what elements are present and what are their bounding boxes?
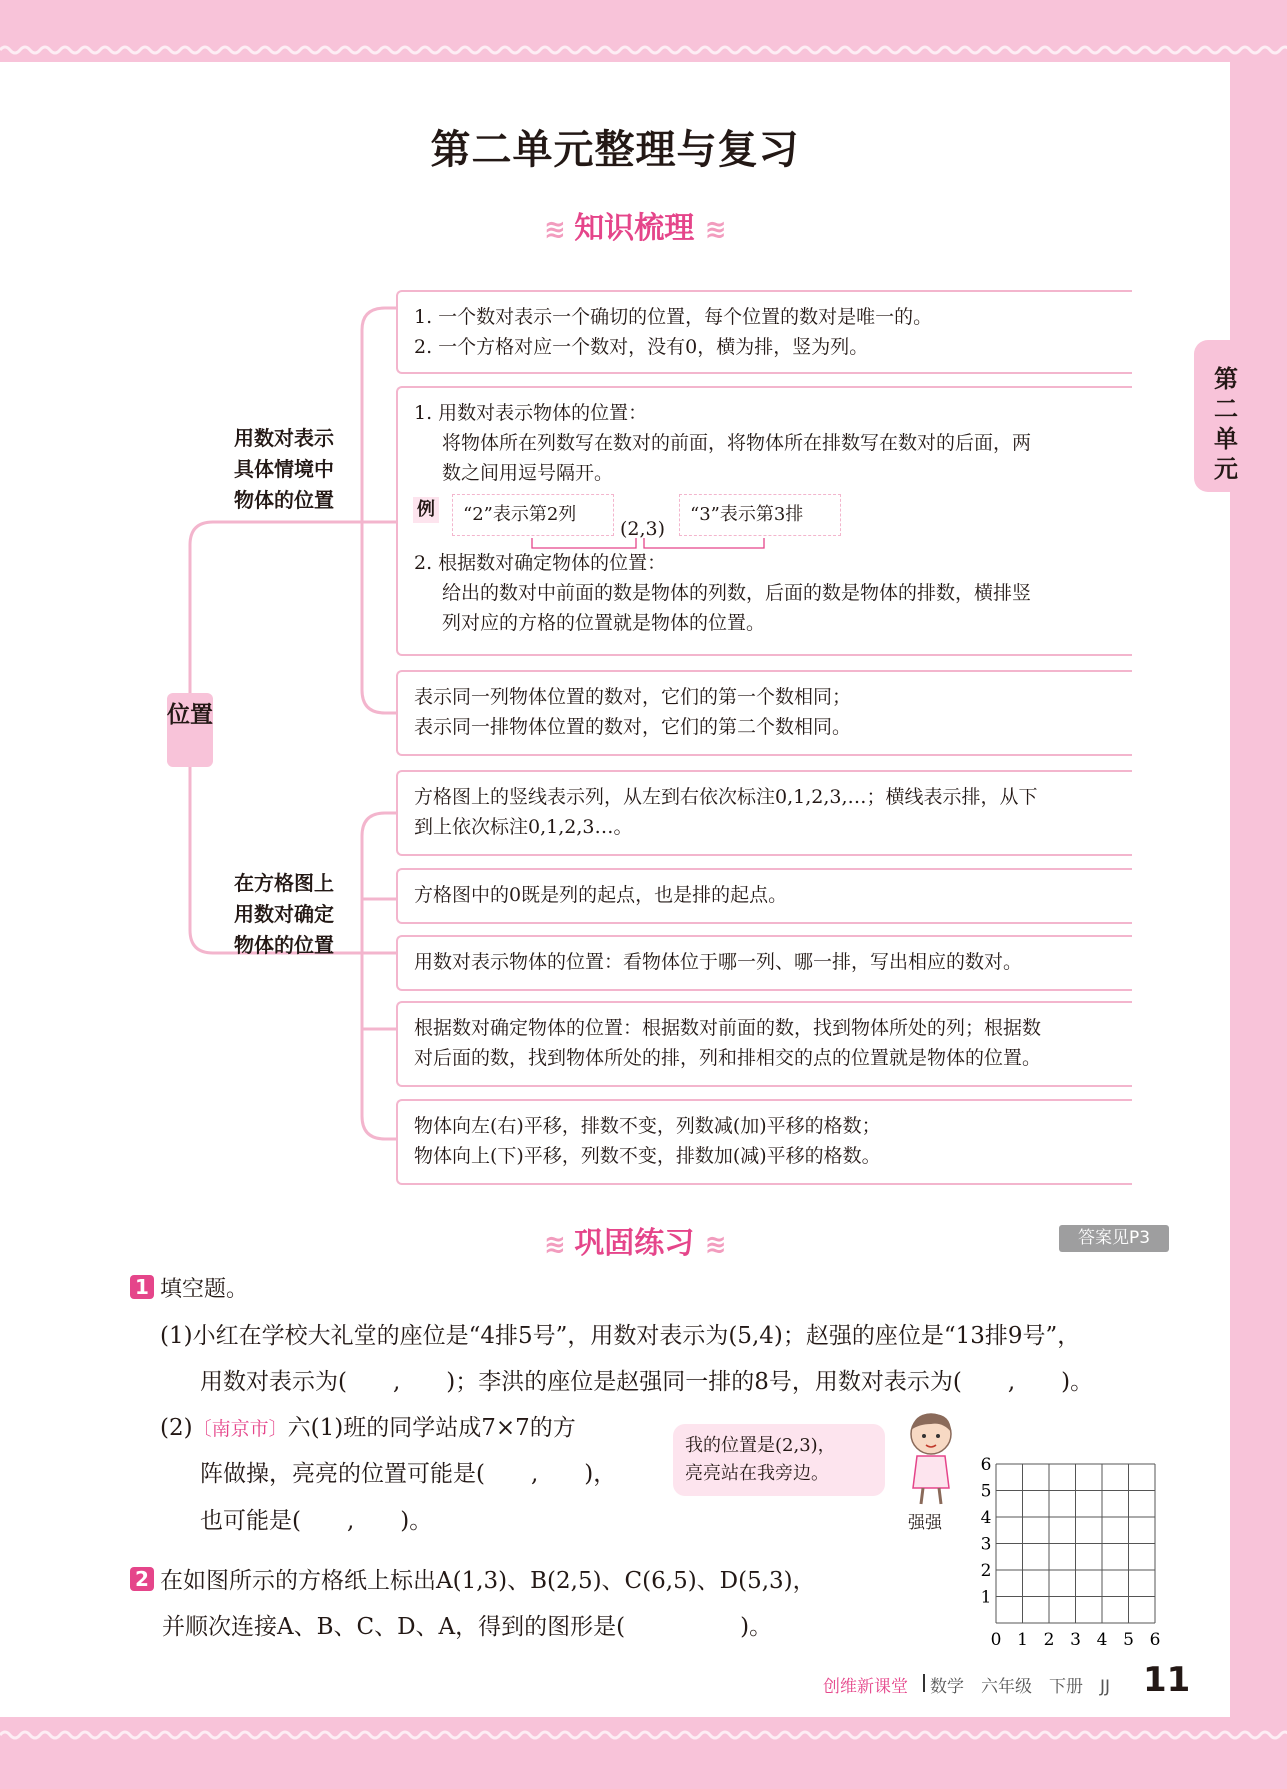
wave-right-icon: ≋ — [704, 215, 725, 245]
character-name: 强强 — [908, 1513, 942, 1533]
region-tag: 〔南京市〕 — [192, 1418, 288, 1440]
question-2-line-a: 2 在如图所示的方格纸上标出A(1,3)、B(2,5)、C(6,5)、D(5,3)， — [130, 1558, 816, 1604]
branch-label-grid: 在方格图上 用数对确定 物体的位置 — [234, 871, 334, 957]
grid-y-label: 1 — [980, 1587, 992, 1608]
grid-x-label: 1 — [1017, 1630, 1028, 1650]
example-badge: 例 — [413, 497, 439, 523]
question-2-line-b: 并顺次连接A、B、C、D、A，得到的图形是( )。 — [162, 1614, 773, 1640]
unit-side-tab-label: 第二单元 — [1214, 365, 1238, 483]
knowledge-box-5: 方格图中的0既是列的起点，也是排的起点。 — [396, 868, 1132, 924]
example-pair: (2,3) — [620, 518, 666, 540]
knowledge-box-4: 方格图上的竖线表示列，从左到右依次标注0,1,2,3,…；横线表示排，从下 到上依次标注0,1,2,3…。 — [396, 770, 1132, 856]
grid-x-label: 2 — [1043, 1630, 1055, 1650]
knowledge-box-3: 表示同一列物体位置的数对，它们的第一个数相同； 表示同一排物体位置的数对，它们的第二个数相同。 — [396, 670, 1132, 756]
grid-y-label: 3 — [980, 1534, 992, 1555]
knowledge-box-8: 物体向左(右)平移，排数不变，列数减(加)平移的格数； 物体向上(下)平移，列数不变，排数加(减)平移的格数。 — [396, 1099, 1132, 1185]
section-title: 巩固练习 — [574, 1226, 695, 1261]
example-left-note: “2”表示第2列 — [452, 494, 614, 536]
grid-x-label: 6 — [1149, 1630, 1161, 1650]
grid-y-label: 6 — [980, 1455, 992, 1475]
grid-x-label: 4 — [1096, 1630, 1108, 1650]
section-title: 知识梳理 — [574, 211, 695, 246]
grid-y-label: 5 — [980, 1481, 992, 1502]
grid-x-label: 0 — [990, 1630, 1002, 1650]
question-1-2-line-a: (2)〔南京市〕六(1)班的同学站成7×7的方 — [160, 1415, 576, 1441]
wave-left-icon: ≋ — [544, 1230, 564, 1260]
wave-right-icon: ≋ — [704, 1230, 725, 1260]
grid-y-label: 2 — [980, 1561, 992, 1581]
knowledge-box-1: 1. 一个数对表示一个确切的位置，每个位置的数对是唯一的。 2. 一个方格对应一个数对，没有0，横为排，竖为列。 — [396, 290, 1132, 374]
question-1-2-line-c: 也可能是( , )。 — [200, 1508, 433, 1534]
footer-brand: 创维新课堂 — [823, 1677, 908, 1697]
footer-info: 数学 六年级 下册 JJ — [930, 1677, 1111, 1697]
knowledge-box-7: 根据数对确定物体的位置：根据数对前面的数，找到物体所处的列；根据数 对后面的数，找到物体所处的排，列和排相交的点的位置就是物体的位置。 — [396, 1001, 1132, 1087]
page-title: 第二单元整理与复习 — [430, 127, 800, 173]
page-number: 11 — [1143, 1660, 1191, 1700]
question-1-number: 1 — [130, 1275, 154, 1299]
grid-x-label: 3 — [1070, 1630, 1081, 1650]
answer-reference-tag: 答案见P3 — [1059, 1225, 1169, 1252]
question-2-number: 2 — [130, 1567, 154, 1591]
question-1-1-line-a: (1)小红在学校大礼堂的座位是“4排5号”，用数对表示为(5,4)；赵强的座位是“13排9号”， — [160, 1323, 1081, 1349]
example-right-note: “3”表示第3排 — [679, 494, 841, 536]
knowledge-box-2: 1. 用数对表示物体的位置： 将物体所在列数写在数对的前面，将物体所在排数写在数对的后面，两 数之间用逗号隔开。 2. 根据数对确定物体的位置： 给出的数对中前面的数是物体的列数，后面的数是物体的排数，横排竖 列对应的方格的位置就是物体的位置。 — [396, 386, 1132, 656]
grid-y-label: 4 — [980, 1508, 992, 1528]
mindmap-root: 位置 — [167, 693, 213, 767]
question-1-2-line-b: 阵做操，亮亮的位置可能是( , )， — [200, 1461, 617, 1487]
knowledge-box-6: 用数对表示物体的位置：看物体位于哪一列、哪一排，写出相应的数对。 — [396, 935, 1132, 991]
wave-left-icon: ≋ — [544, 215, 564, 245]
question-1-title: 1 填空题。 — [130, 1267, 248, 1313]
question-1-1-line-b: 用数对表示为( , )；李洪的座位是赵强同一排的8号，用数对表示为( , )。 — [200, 1369, 1094, 1395]
speech-bubble: 我的位置是(2,3)， 亮亮站在我旁边。 — [673, 1424, 885, 1496]
branch-label-context: 用数对表示 具体情境中 物体的位置 — [234, 426, 334, 512]
grid-x-label: 5 — [1123, 1630, 1134, 1650]
